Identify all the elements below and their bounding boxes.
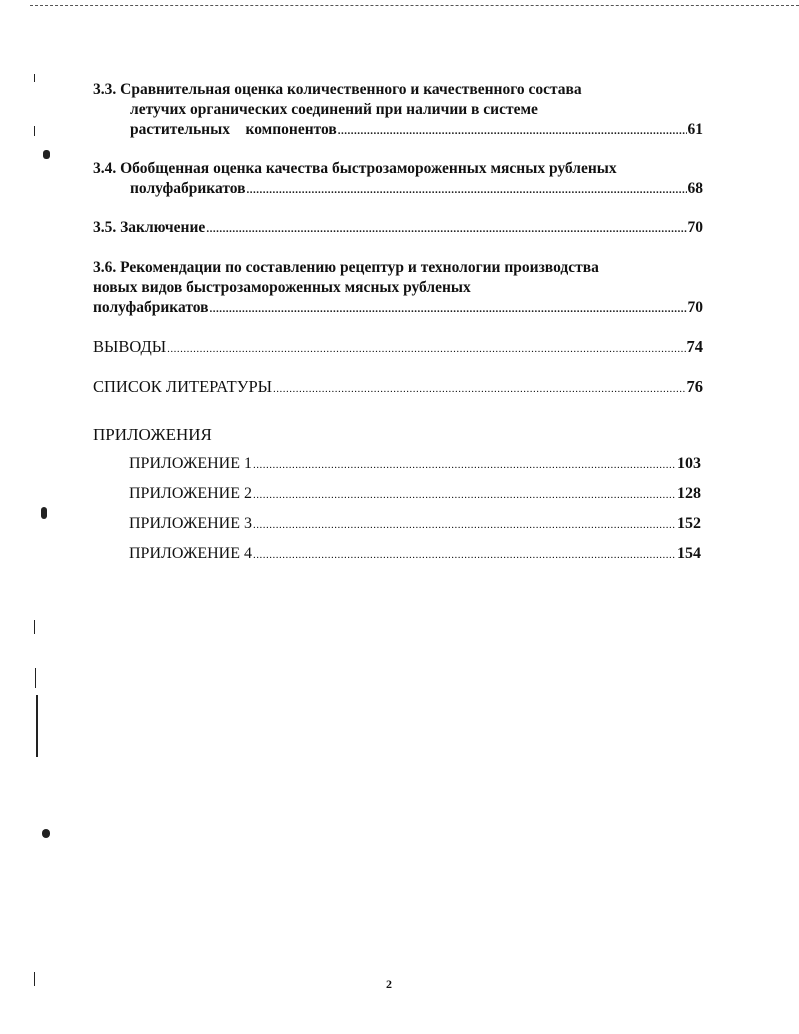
page-number: 2: [386, 977, 392, 991]
toc-entry-title: ПРИЛОЖЕНИЕ 2: [129, 485, 253, 502]
toc-page-number: 68: [687, 180, 703, 197]
dot-leader: [167, 339, 685, 359]
toc-page-number: 70: [687, 299, 703, 316]
toc-leader-line: [93, 120, 703, 141]
toc-entry-3-3[interactable]: [93, 80, 703, 141]
dot-leader: [247, 180, 687, 200]
toc-page-number: 76: [686, 377, 703, 396]
toc-entry-title: ПРИЛОЖЕНИЕ 1: [129, 455, 253, 472]
toc-page-number: 61: [687, 121, 703, 138]
toc-entry-references[interactable]: [93, 377, 703, 399]
toc-leader-line: [93, 337, 703, 359]
toc-leader-line: [93, 218, 703, 239]
toc-page-number: 74: [686, 337, 703, 356]
toc-entry-conclusions[interactable]: [93, 337, 703, 359]
toc-page-number: 154: [677, 545, 701, 562]
dot-leader: [273, 379, 685, 399]
toc-appendix-3[interactable]: [129, 514, 701, 535]
dot-leader: [253, 545, 676, 565]
toc-appendix-1[interactable]: [129, 454, 701, 475]
toc-leader-line: [129, 484, 701, 505]
toc-entry-3-6[interactable]: [93, 258, 703, 319]
toc-leader-line: [93, 377, 703, 399]
toc-entry-title: растительных компонентов: [130, 121, 337, 138]
dot-leader: [253, 455, 676, 475]
toc-leader-line: [93, 298, 703, 319]
top-scan-rule: [30, 5, 799, 6]
scan-speck: [36, 695, 38, 757]
scan-speck: [42, 829, 50, 838]
toc-entry-title: ПРИЛОЖЕНИЕ 4: [129, 545, 253, 562]
scan-speck: [34, 620, 35, 634]
toc-line: летучих органических соединений при наличии в системе: [130, 101, 538, 118]
dot-leader: [253, 485, 676, 505]
appendices-heading: ПРИЛОЖЕНИЯ: [93, 425, 212, 444]
toc-appendix-2[interactable]: [129, 484, 701, 505]
scan-speck: [35, 668, 36, 688]
toc-entry-title: СПИСОК ЛИТЕРАТУРЫ: [93, 377, 273, 396]
toc-entry-title: ПРИЛОЖЕНИЕ 3: [129, 515, 253, 532]
dot-leader: [338, 121, 687, 141]
toc-line: 3.6. Рекомендации по составлению рецептур и технологии производства: [93, 259, 599, 276]
toc-page-number: 128: [677, 485, 701, 502]
toc-entry-title: ВЫВОДЫ: [93, 337, 167, 356]
dot-leader: [206, 219, 686, 239]
toc-entry-3-5[interactable]: [93, 218, 703, 239]
toc-leader-line: [93, 179, 703, 200]
scan-speck: [34, 126, 35, 136]
toc-line: 3.4. Обобщенная оценка качества быстрозамороженных мясных рубленых: [93, 160, 617, 177]
scan-speck: [41, 507, 47, 519]
toc-entry-title: полуфабрикатов: [93, 299, 209, 316]
toc-line: новых видов быстрозамороженных мясных рубленых: [93, 279, 471, 296]
scan-speck: [43, 150, 50, 159]
toc-page-number: 152: [677, 515, 701, 532]
toc-line: 3.3. Сравнительная оценка количественного и качественного состава: [93, 81, 582, 98]
dot-leader: [210, 299, 687, 319]
scan-speck: [34, 74, 35, 82]
toc-leader-line: [129, 454, 701, 475]
toc-page-number: 70: [687, 219, 703, 236]
toc-entry-title: полуфабрикатов: [130, 180, 246, 197]
toc-page-number: 103: [677, 455, 701, 472]
scan-speck: [34, 972, 35, 986]
toc-leader-line: [129, 544, 701, 565]
dot-leader: [253, 515, 676, 535]
toc-appendix-4[interactable]: [129, 544, 701, 565]
toc-entry-3-4[interactable]: [93, 159, 703, 200]
toc-entry-title: 3.5. Заключение: [93, 219, 206, 236]
toc-leader-line: [129, 514, 701, 535]
